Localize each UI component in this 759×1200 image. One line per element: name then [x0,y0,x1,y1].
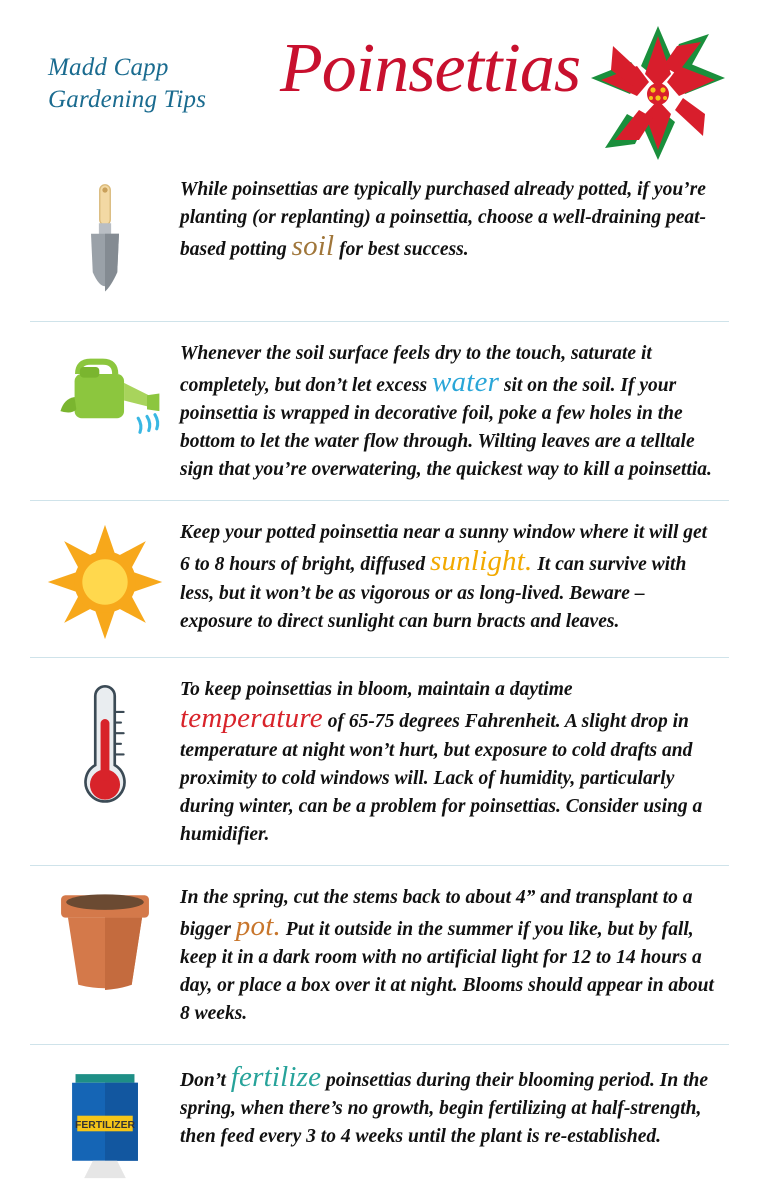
page-header [0,0,759,170]
tip-keyword-fertilize: fertilize [230,1061,322,1094]
tip-text-before: Whenever the soil surface feels dry to the touch, saturate it completely, but don’t let excess [180,343,652,397]
fertilizer-bag-icon [30,1063,180,1180]
tip-water [30,321,729,500]
tip-text-fertilize [180,1063,729,1151]
tip-text-before: To keep poinsettias in bloom, maintain a daytime [180,679,573,701]
brand-line-2: Gardening Tips [48,86,207,113]
watering-can-icon [30,340,180,450]
tip-text-after: Put it outside in the summer if you like, but by fall, keep it in a dark room with no artificial light for 12 to 14 hours a day, or place a box over it at night. Blooms should appear in about 8 weeks. [180,918,714,1025]
tip-fertilize [30,1044,729,1196]
tip-pot [30,865,729,1044]
thermometer-icon [30,676,180,813]
tip-text-soil [180,176,729,264]
tip-text-before: While poinsettias are typically purchased already potted, if you’re planting (or replanting) a poinsettia, choose a well-draining peat-based potting [180,179,707,261]
fertilizer-label: FERTILIZER [74,1120,136,1132]
tips-list [0,170,759,1196]
brand-line-1: Madd Capp [48,54,169,81]
trowel-icon [30,176,180,305]
brand-title [48,52,206,116]
poinsettia-flower-icon [583,18,733,168]
tip-text-temperature [180,676,729,848]
tip-text-after: sit on the soil. If your poinsettia is wrapped in decorative foil, poke a few holes in the bottom to let the water flow through. Wilting leaves are a telltale sign that you’re overwatering, the quickest way to kill a poinsettia. [180,375,712,481]
tip-keyword-pot: pot. [235,909,281,942]
tip-text-water [180,340,729,484]
sun-icon [30,519,180,641]
tip-text-before: In the spring, cut the stems back to about 4” and transplant to a bigger [180,886,693,940]
tip-temperature [30,657,729,864]
tip-text-before: Don’t [180,1070,231,1092]
tip-text-before: Keep your potted poinsettia near a sunny window where it will get 6 to 8 hours of bright, diffused [180,522,708,576]
tip-sunlight [30,500,729,657]
tip-keyword-water: water [432,366,500,399]
tip-keyword-temperature: temperature [180,702,323,735]
tip-text-after: of 65-75 degrees Fahrenheit. A slight drop in temperature at night won’t hurt, but exposure to cold drafts and proximity to cold windows will. Lack of humidity, particularly during winter, can be a problem for poinsettias. Consider using a humidifier. [180,711,703,845]
page-title: Poinsettias [280,30,581,107]
tip-soil [30,170,729,321]
tip-keyword-soil: soil [291,230,335,263]
tip-text-sunlight [180,519,729,635]
tip-keyword-sunlight: sunlight. [429,545,533,578]
tip-text-after: poinsettias during their blooming period. In the spring, when there’s no growth, begin fertilizing at half-strength, then feed every 3 to 4 weeks until the plant is re-established. [180,1070,708,1148]
flower-pot-icon [30,884,180,992]
tip-text-after: It can survive with less, but it won’t be as vigorous or as long-lived. Beware – exposure to direct sunlight can burn bracts and leaves. [180,554,687,632]
tip-text-after: for best success. [334,239,469,261]
tip-text-pot [180,884,729,1028]
